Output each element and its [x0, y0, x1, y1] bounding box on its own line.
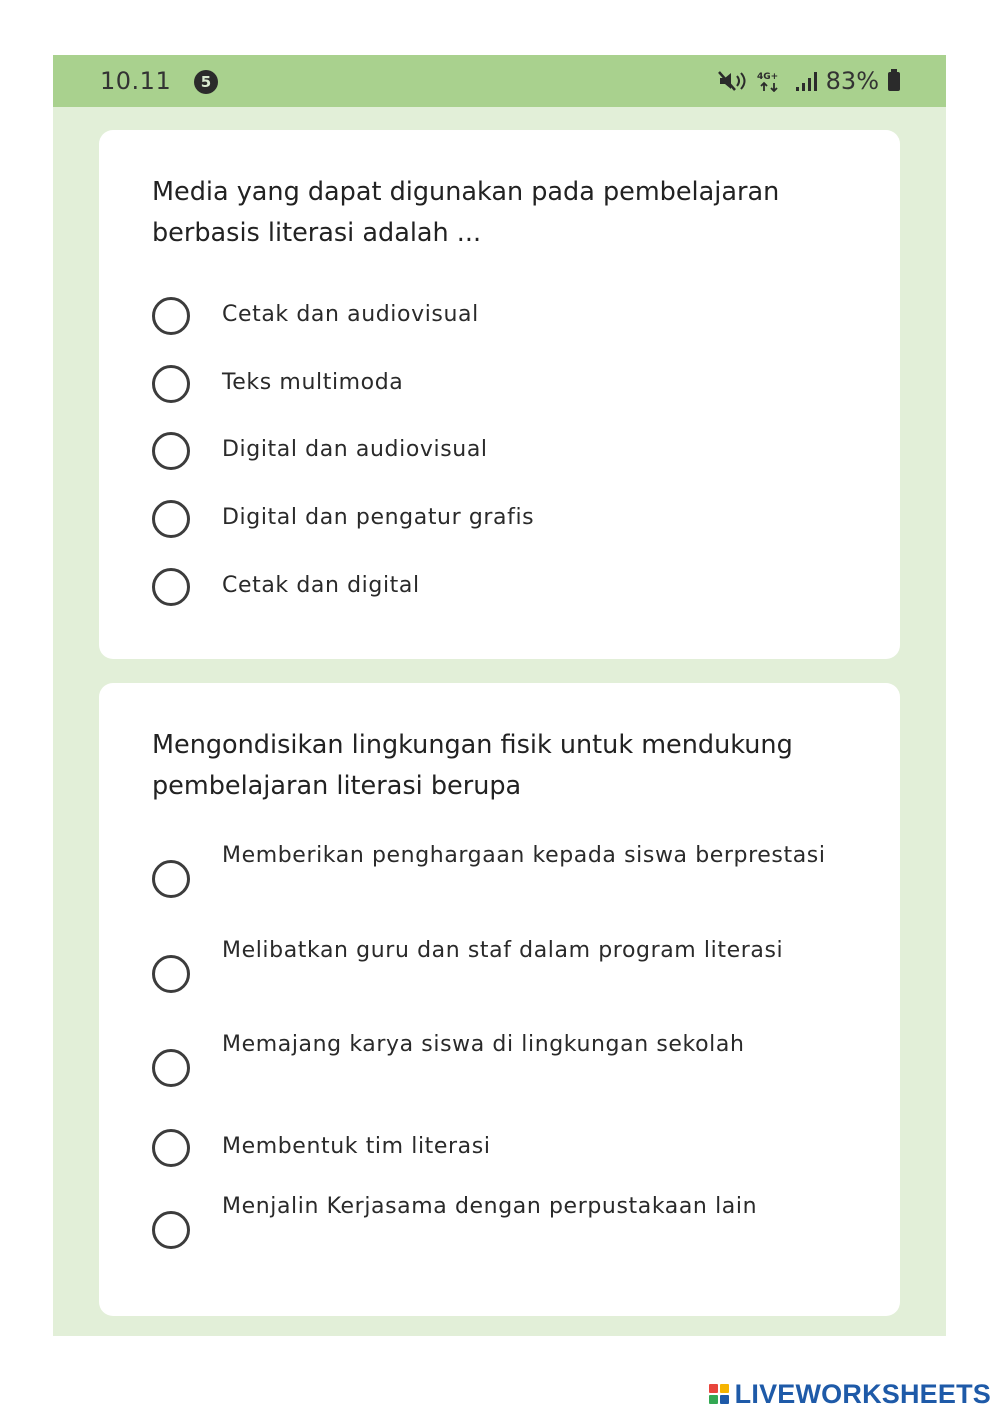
logo-tile: [709, 1384, 718, 1393]
option-label: Teks multimoda: [222, 370, 404, 395]
radio-button[interactable]: [152, 365, 190, 403]
liveworksheets-watermark: [709, 1377, 991, 1411]
battery-icon: [888, 72, 900, 91]
option-label: Cetak dan digital: [222, 573, 420, 598]
question-text: Media yang dapat digunakan pada pembelajaran berbasis literasi adalah ...: [152, 177, 780, 248]
watermark-text: LIVEWORKSHEETS: [734, 1378, 991, 1409]
status-bar: [53, 55, 946, 107]
radio-button[interactable]: [152, 1049, 190, 1087]
network-label: 4G+: [756, 72, 778, 82]
radio-button[interactable]: [152, 1129, 190, 1167]
radio-button[interactable]: [152, 297, 190, 335]
liveworksheets-logo-icon: [709, 1384, 729, 1404]
logo-tile: [720, 1384, 729, 1393]
option-label: Memberikan penghargaan kepada siswa berprestasi: [222, 843, 826, 868]
question-text: Mengondisikan lingkungan fisik untuk mendukung pembelajaran literasi berupa: [152, 730, 793, 801]
option-label: Digital dan pengatur grafis: [222, 505, 535, 530]
option-label: Menjalin Kerjasama dengan perpustakaan lain: [222, 1194, 758, 1219]
phone-screen: [53, 55, 946, 1336]
radio-button[interactable]: [152, 860, 190, 898]
notification-badge: 5: [194, 70, 218, 94]
logo-tile: [720, 1395, 729, 1404]
radio-button[interactable]: [152, 955, 190, 993]
option-label: Memajang karya siswa di lingkungan sekolah: [222, 1032, 745, 1057]
status-indicators: [717, 67, 900, 95]
logo-tile: [709, 1395, 718, 1404]
radio-button[interactable]: [152, 568, 190, 606]
option-label: Membentuk tim literasi: [222, 1134, 491, 1159]
battery-percent: 83%: [825, 67, 879, 95]
option-label: Melibatkan guru dan staf dalam program literasi: [222, 938, 784, 963]
signal-icon: [795, 71, 817, 91]
option-label: Digital dan audiovisual: [222, 437, 488, 462]
radio-button[interactable]: [152, 1211, 190, 1249]
option-label: Cetak dan audiovisual: [222, 302, 479, 327]
question-card-1: [99, 130, 900, 659]
question-card-2: [99, 683, 900, 1316]
network-4g-icon: [756, 70, 786, 92]
mute-icon: [717, 70, 747, 92]
radio-button[interactable]: [152, 500, 190, 538]
radio-button[interactable]: [152, 432, 190, 470]
status-time: 10.11: [100, 67, 172, 95]
